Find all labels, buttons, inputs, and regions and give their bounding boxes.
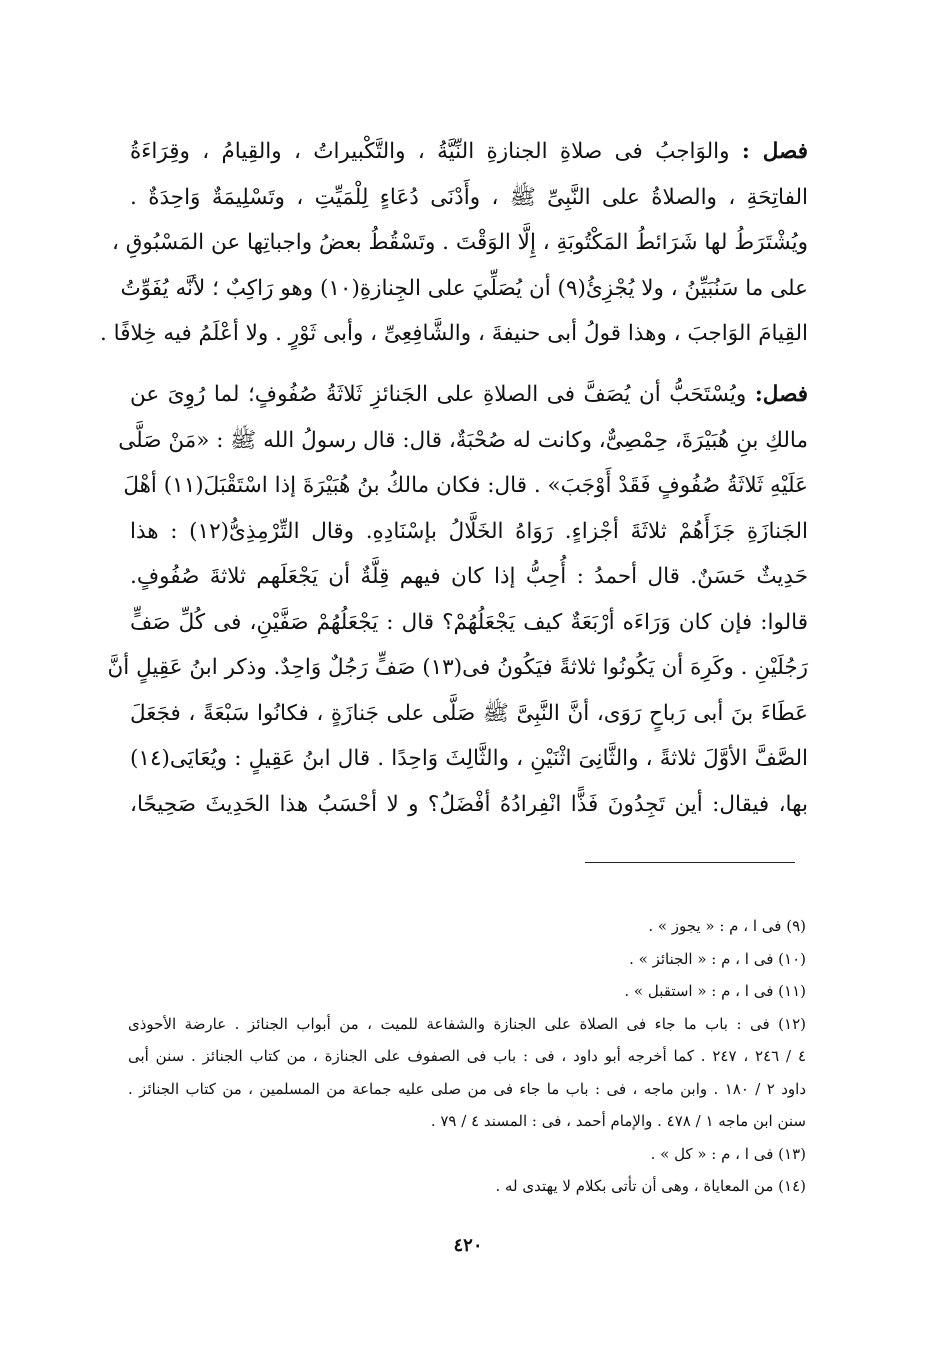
footnote: (٩) فى ا ، م : « يجوز » .	[648, 917, 806, 935]
footnote: (١١) فى ا ، م : « استقبل » .	[624, 982, 806, 1000]
text-line: القِيامَ الوَاجبَ ، وهذا قولُ أبى حنيفةَ ، والشَّافِعِىِّ ، وأبى ثَوْرٍ . ولا أعْلَمُ فيه خِلافًا .	[99, 321, 808, 346]
footnote-divider	[585, 862, 795, 863]
page-number: ٤٢٠	[453, 1235, 483, 1256]
text-line: رَجُلَيْنِ . وكَرِهَ أن يَكُونُوا ثلاثةً فيَكُونُ فى(١٣) صَفٍّ رَجُلٌ وَاحِدٌ. وذكر ابنُ عَقِيلٍ أنَّ	[107, 655, 808, 680]
text-line: الصَّفَّ الأوَّلَ ثلاثةً ، والثَّانِىَ اثْنَيْنِ ، والثَّالِثَ وَاحِدًا . قال ابنُ عَقِيلٍ : ويُعَايَى(١٤)	[130, 746, 808, 771]
footnote: سنن ابن ماجه ١ / ٤٧٨ . والإمام أحمد ، فى : المسند ٤ / ٧٩ .	[430, 1112, 806, 1130]
section-heading: فصل:	[754, 382, 808, 407]
text-line: فصل : والوَاجبُ فى صلاةِ الجنازةِ النِّيَّةُ ، والتَّكْبيراتُ ، والقِيامُ ، وقِرَاءَةُ	[130, 139, 808, 164]
text-line: قالوا: فإن كان وَرَاءَه أرْبَعَةٌ كيف يَجْعَلُهُمْ؟ قال : يَجْعَلُهُمْ صَفَّيْنِ، فى كُلِّ صَفٍّ	[130, 609, 808, 635]
paragraph-1	[99, 129, 808, 357]
text-line: عَلَيْهِ ثَلاثَةُ صُفُوفٍ فَقَدْ أَوْجَبَ» . قال: فكان مالكُ بنُ هُبَيْرَةَ إذا اسْتَقْبَلَ(١١) أهْلَ	[123, 473, 808, 498]
text-line: عَطَاءَ بنَ أبى رَباحٍ رَوَى، أنَّ النَّبِىَّ ﷺ صَلَّى على جَنازَةٍ ، فكانُوا سَبْعَةً ، فجَعَلَ	[130, 700, 808, 726]
text-line: على ما سَنُبَيِّنُ ، ولا يُجْزِئُ(٩) أن يُصَلِّيَ على الجِنازةِ(١٠) وهو رَاكِبٌ ؛ لأنَّه يُفَوِّتُ	[120, 275, 808, 301]
footnote: (١٢) فى : باب ما جاء فى الصلاة على الجنازة والشفاعة للميت ، من أبواب الجنائز . عارضة الأحوذى	[128, 1014, 806, 1033]
text-line: مالكِ بنِ هُبَيْرَةَ، حِمْصِىٌّ، وكانت له صُحْبَةٌ، قال: قال رسولُ الله ﷺ : «مَنْ صَلَّى	[118, 427, 808, 453]
section-heading: فصل :	[741, 139, 808, 164]
text-line: بها، فيقال: أين تَجِدُونَ فَذًّا انْفِرادُهُ أفْضَلُ؟ و لا أحْسَبُ هذا الحَدِيثَ صَحِيحًا،	[130, 791, 808, 817]
footnote: ٤ / ٢٤٦ ، ٢٤٧ . كما أخرجه أبو داود ، فى : باب فى الصفوف على الجنازة ، من كتاب الجنائز . سنن أبى	[128, 1047, 806, 1065]
footnote: داود ٢ / ١٨٠ . وابن ماجه ، فى : باب ما جاء فى من صلى عليه جماعة من المسلمين ، من كتاب الجنائز .	[128, 1079, 807, 1098]
footnote: (١٠) فى ا ، م : « الجنائز » .	[629, 949, 806, 968]
text-line: الجَنازَةِ جَزَأَهُمْ ثلاثَةَ أجْزاءٍ. رَوَاهُ الخَلَّالُ بإسْنَادِهِ. وقال التِّرْمِذِىُّ(١٢) : هذا	[130, 518, 808, 544]
paragraph-2	[107, 372, 808, 827]
text-line: ويُشْتَرَطُ لها شَرَائطُ المَكْتُوبَةِ ، إِلَّا الوَقْتَ . وتَسْقُطُ بعضُ واجباتِها عن المَسْبُوقِ ،	[111, 230, 808, 255]
text-line: حَدِيثٌ حَسَنٌ. قال أحمدُ : أُحِبُّ إذا كان فيهم قِلَّةٌ أن يَجْعَلَهم ثلاثةَ صُفُوفٍ.	[130, 564, 808, 589]
footnotes	[128, 910, 806, 1203]
footnote: (١٣) فى ا ، م : « كل » .	[650, 1144, 806, 1163]
footnote: (١٤) من المعاياة ، وهى أن تأتى بكلام لا يهتدى له .	[495, 1177, 806, 1195]
text-line: فصل: ويُسْتَحَبُّ أن يُصَفَّ فى الصلاةِ على الجَنائزِ ثَلاثَةُ صُفُوفٍ؛ لما رُوِىَ عن	[130, 382, 808, 407]
text-line: الفاتِحَةِ ، والصلاةُ على النَّبِىِّ ﷺ ، وأَدْنَى دُعَاءٍ لِلْمَيِّتِ ، وتَسْلِيمَةٌ وَاحِدَةٌ .	[130, 184, 808, 210]
